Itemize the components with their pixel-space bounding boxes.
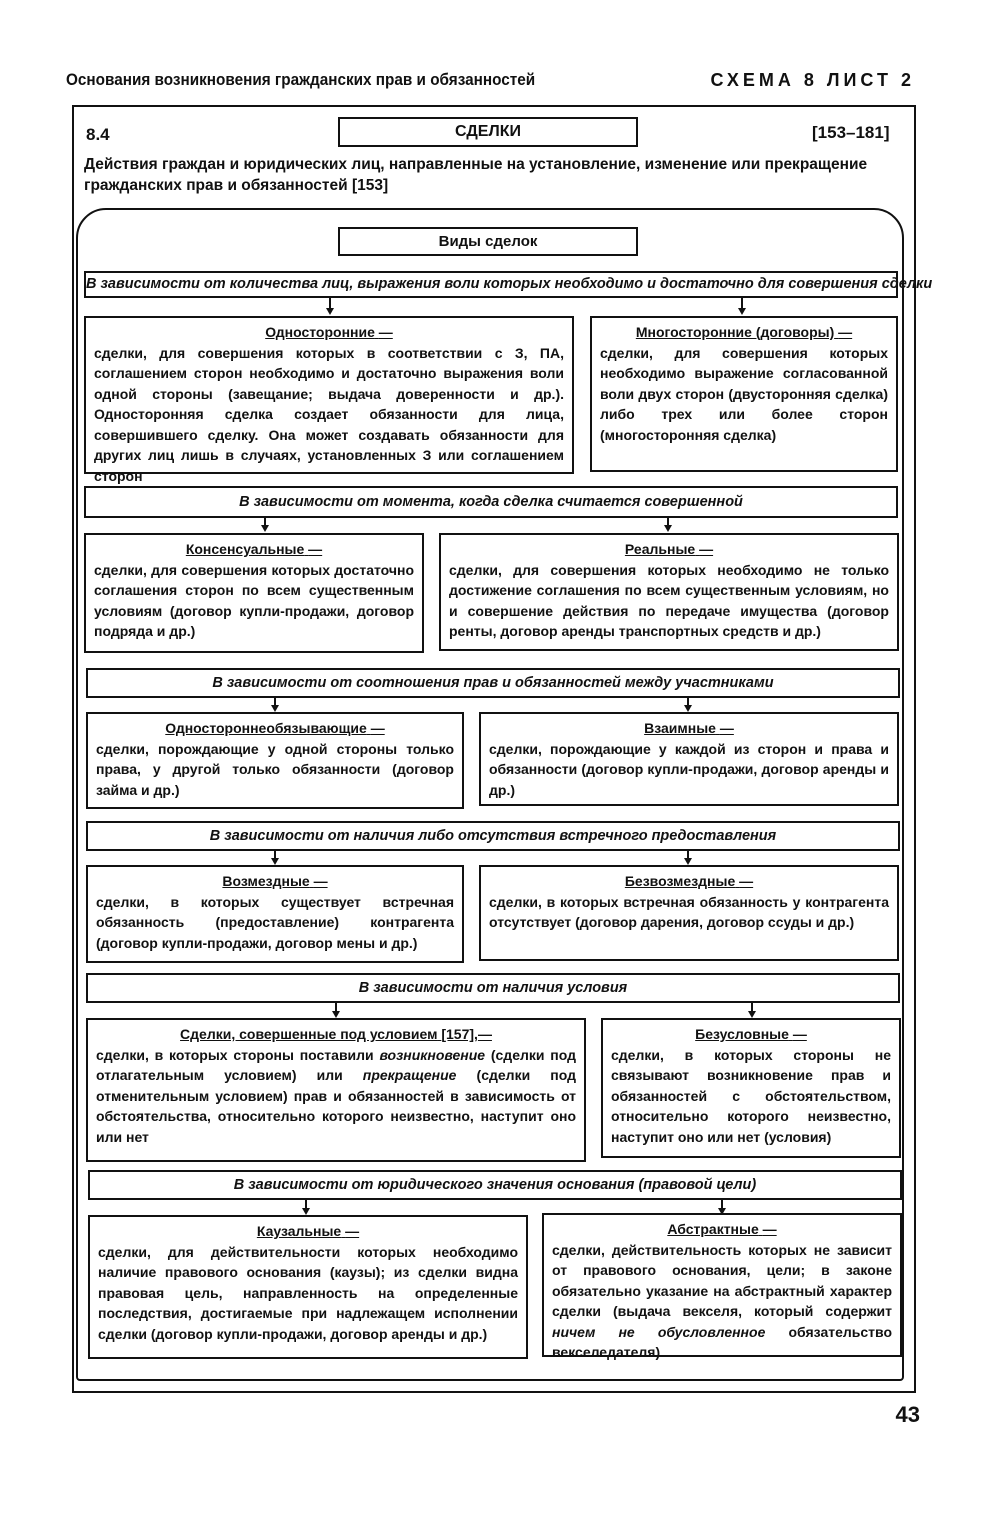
card-text: сделки, порождающие у одной стороны только права, у другой только обязанности (договор займа и др.) [96,740,454,798]
card-one-side-binding [86,712,464,809]
card-text: сделки, в которых стороны не связывают возникновение прав и обязанностей с обстоятельством, относительно которого неизвестно, наступит оно или нет (условия) [611,1046,891,1145]
card-unconditional [601,1018,901,1158]
card-text: сделки, порождающие у каждой из сторон и права и обязанности (договор купли-продажи, договор аренды и др.) [489,740,889,798]
card-heading: Возмездные — [222,873,328,889]
card-text: сделки, для совершения которых необходимо выражение согласованной воли двух сторон (двусторонняя сделка) либо трех или более сторон (многосторонняя сделка) [600,344,888,443]
card-gratuitous [479,865,899,961]
card-heading: Консенсуальные — [185,541,323,557]
card-heading: Безусловные — [695,1026,807,1042]
card-text: сделки, для совершения которых достаточно соглашения сторон по всем существенным условиям (договор купли-продажи, договор подряда и др.) [94,561,414,639]
card-heading: Односторонние — [265,324,393,340]
card-mutual [479,712,899,806]
section-reference: [153–181] [812,123,890,142]
card-heading: Каузальные — [256,1223,360,1239]
running-header-title: Основания возникновения гражданских прав и обязанностей [66,70,536,89]
card-text: сделки, в которых встречная обязанность у контрагента отсутствует (договор дарения, договор ссуды и др.) [489,893,889,930]
card-real [439,533,899,651]
running-header-scheme: СХЕМА 8 ЛИСТ 2 [710,70,915,90]
card-onerous [86,865,464,963]
criterion-condition: В зависимости от наличия условия [86,973,900,1003]
card-heading: Одностороннеобязывающие — [165,720,385,736]
card-text: сделки, для действительности которых необходимо наличие правового основания (каузы); из сделки видна правовая цель, направленность на определенные последствия, достигаемые при надлежащем исполнении сделки (договор купли-продажи, договор аренды и др.) [98,1243,518,1342]
card-text: сделки, для совершения которых в соответствии с З, ПА, соглашением сторон необходимо и достаточно выражения воли одной стороны (завещание; выдача доверенности и др.). Односторонняя сделка создает обязанности для лица, совершившего сделку. Она может создавать обязанности для других лиц лишь в случаях, установленных З или соглашением сторон [94,344,564,484]
card-heading: Взаимные — [644,720,734,736]
criterion-parties: В зависимости от количества лиц, выражения воли которых необходимо и достаточно для совершения сделки [84,271,898,298]
card-heading: Многосторонние (договоры) — [635,324,853,340]
card-multilateral [590,316,898,472]
card-consensual [84,533,424,653]
section-definition: Действия граждан и юридических лиц, направленные на установление, изменение или прекращение гражданских прав и обязанностей [153] [84,156,868,194]
criterion-moment: В зависимости от момента, когда сделка считается совершенной [84,486,898,518]
section-title: СДЕЛКИ [338,117,638,147]
card-text: сделки, в которых стороны поставили возникновение (сделки под отлагательным условием) или прекращение (сделки под отменительным условием) прав и обязанностей в зависимость от обстоятельства, относительно которого неизвестно, наступит оно или нет [96,1046,576,1145]
criterion-rights: В зависимости от соотношения прав и обязанностей между участниками [86,668,900,698]
card-heading: Безвозмездные — [624,873,754,889]
card-conditional [86,1018,586,1162]
section-number: 8.4 [86,125,110,144]
types-title: Виды сделок [338,227,638,256]
card-heading: Реальные — [624,541,714,557]
card-causal [88,1215,528,1359]
criterion-consideration: В зависимости от наличия либо отсутствия встречного предоставления [86,821,900,851]
page-number: 43 [895,1402,920,1427]
card-abstract [542,1213,902,1360]
card-heading: Абстрактные — [667,1221,777,1237]
card-unilateral [84,316,574,484]
criterion-cause: В зависимости от юридического значения основания (правовой цели) [88,1170,902,1200]
card-text: сделки, в которых существует встречная обязанность (предоставление) контрагента (договор купли-продажи, договор мены и др.) [96,893,454,951]
card-heading: Сделки, совершенные под условием [157],— [180,1026,492,1042]
card-text: сделки, действительность которых не зависит от правового основания, цели; в законе обязательно указание на абстрактный характер сделки (выдача векселя, который содержит ничем не обусловленное обязательство векселедателя) [552,1241,892,1360]
card-text: сделки, для совершения которых необходимо не только достижение соглашения по всем существенным условиям, но и совершение действия по передаче имущества (договор ренты, договор аренды транспортных средств и др.) [449,561,889,639]
